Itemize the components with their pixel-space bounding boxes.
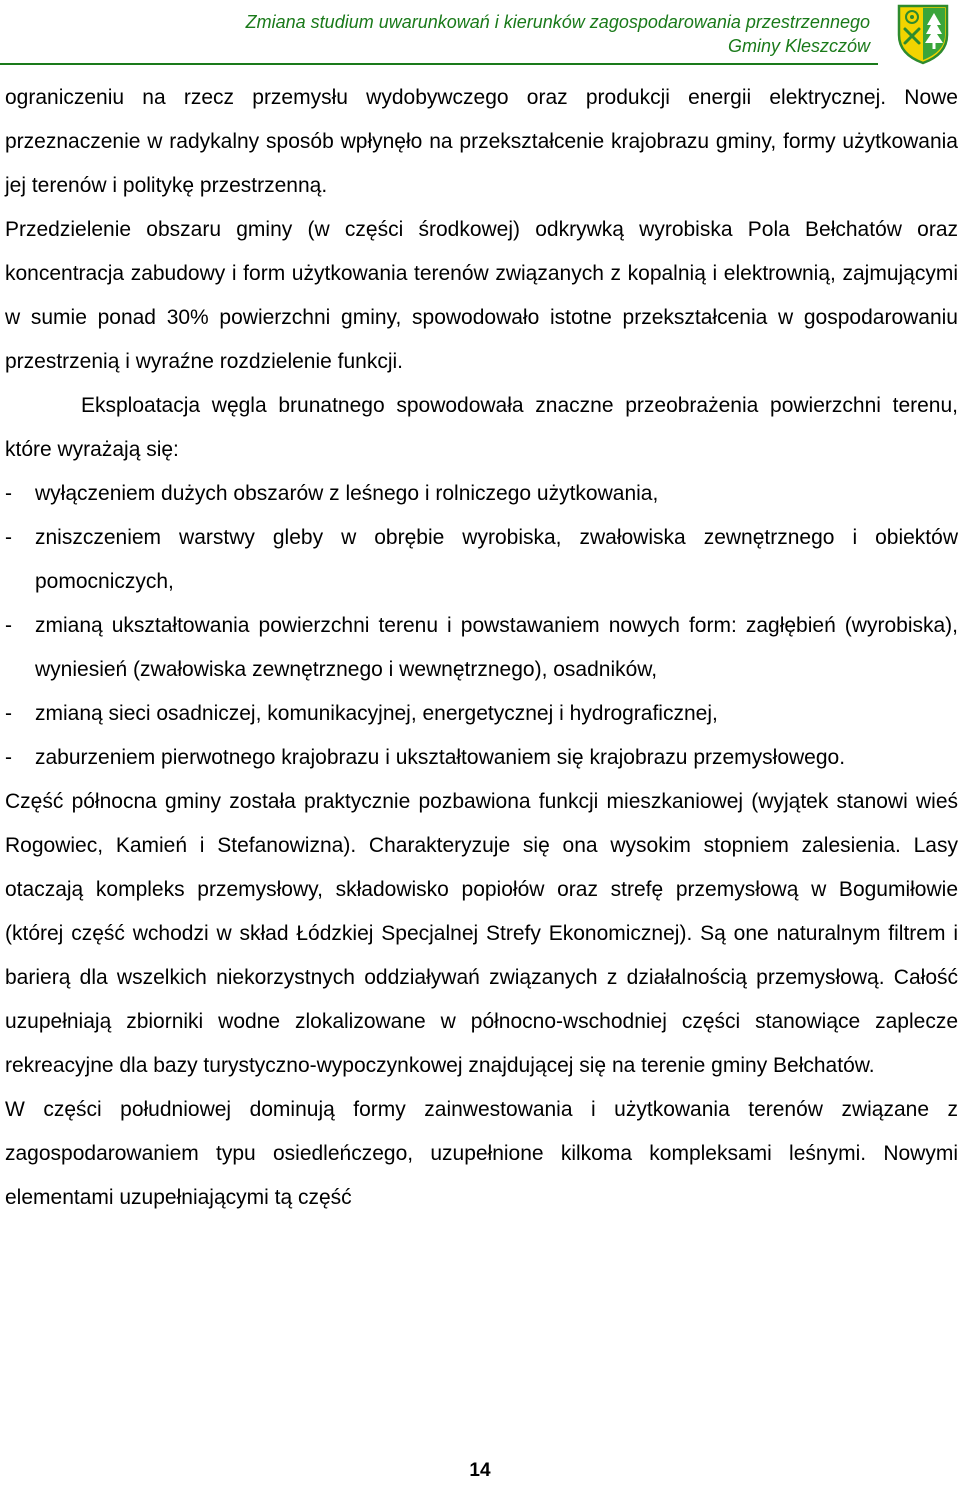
coat-of-arms-icon — [896, 3, 950, 65]
header-title-line2: Gminy Kleszczów — [727, 36, 870, 56]
header-title — [246, 10, 870, 58]
paragraph-division: Przedzielenie obszaru gminy (w części środkowej) odkrywką wyrobiska Pola Bełchatów oraz koncentracja zabudowy i form użytkowania terenów związanych z kopalnią i elektrownią, zajmującymi w sumie ponad 30% powierzchni gminy, spowodowało istotne przekształcenia w gospodarowaniu przestrzenią i wyraźne rozdzielenie funkcji. — [5, 218, 958, 373]
list-item: - zmianą sieci osadniczej, komunikacyjnej, energetycznej i hydrograficznej, — [5, 692, 958, 736]
paragraph-continuation: ograniczeniu na rzecz przemysłu wydobywczego oraz produkcji energii elektrycznej. Nowe przeznaczenie w radykalny sposób wpłynęło na przekształcenie krajobrazu gminy, formy użytkowania jej terenów i politykę przestrzenną. — [5, 86, 958, 197]
list-item: - wyłączeniem dużych obszarów z leśnego i rolniczego użytkowania, — [5, 472, 958, 516]
effects-list — [5, 472, 958, 780]
list-item: - zmianą ukształtowania powierzchni terenu i powstawaniem nowych form: zagłębień (wyrobiska), wyniesień (zwałowiska zewnętrznego i wewnętrznego), osadników, — [5, 604, 958, 692]
body-text — [5, 76, 958, 1220]
list-item: - zaburzeniem pierwotnego krajobrazu i ukształtowaniem się krajobrazu przemysłowego. — [5, 736, 958, 780]
paragraph-exploitation: Eksploatacja węgla brunatnego spowodowała znaczne przeobrażenia powierzchni terenu, które wyrażają się: — [5, 394, 958, 461]
paragraph-south: W części południowej dominują formy zainwestowania i użytkowania terenów związane z zagospodarowaniem typu osiedleńczego, uzupełnione kilkoma kompleksami leśnymi. Nowymi elementami uzupełniającymi tą część — [5, 1098, 958, 1209]
header-divider — [0, 63, 878, 65]
header-title-line1: Zmiana studium uwarunkowań i kierunków zagospodarowania przestrzennego — [245, 12, 870, 32]
list-item: - zniszczeniem warstwy gleby w obrębie wyrobiska, zwałowiska zewnętrznego i obiektów pomocniczych, — [5, 516, 958, 604]
page-number: 14 — [469, 1460, 491, 1481]
page-header — [0, 0, 960, 64]
paragraph-north: Część północna gminy została praktycznie pozbawiona funkcji mieszkaniowej (wyjątek stanowi wieś Rogowiec, Kamień i Stefanowizna). Charakteryzuje się ona wysokim stopniem zalesienia. Lasy otaczają kompleks przemysłowy, składowisko popiołów oraz strefę przemysłową w Bogumiłowie (której część wchodzi w skład Łódzkiej Specjalnej Strefy Ekonomicznej). Są one naturalnym filtrem i barierą dla wszelkich niekorzystnych oddziaływań związanych z działalnością przemysłową. Całość uzupełniają zbiorniki wodne zlokalizowane w północno-wschodniej części stanowiące zaplecze rekreacyjne dla bazy turystyczno-wypoczynkowej znajdującej się na terenie gminy Bełchatów. — [5, 790, 958, 1077]
